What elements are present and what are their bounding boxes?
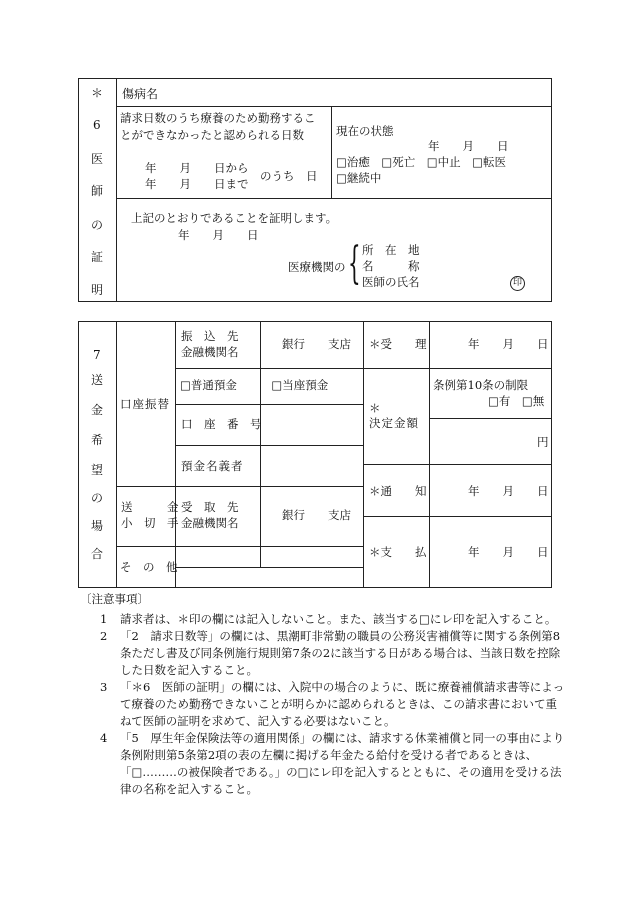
section7-subcol-divider: [260, 321, 261, 567]
seal-mark: 印: [510, 276, 525, 291]
section6-label-divider: [116, 78, 117, 302]
section7-right-divider: [363, 321, 364, 588]
note-text: 「5 厚生年金保険法等の適用関係」の欄には、請求する休業補償と同一の事由により条例附則第5条第2項の表の左欄に掲げる年金たる給付を受ける者であるときは、「□………の被保険者である。」の□にレ印を記入するとともに、その適用を受ける法律の名称を記入すること。: [120, 731, 565, 796]
section6-status-divider: [331, 106, 332, 198]
from-date: 年 月 日から: [145, 161, 249, 175]
notes-list: [98, 611, 568, 798]
note-text: 「＊6 医師の証明」の欄には、入院中の場合のように、既に療養補償請求書等によって療養のため勤務できないことが明らかに認められるときは、この請求書において重ねて医師の証明を求めて、記入する必要はないこと。: [120, 680, 565, 728]
account-holder-label: 預金名義者: [181, 459, 244, 473]
remit-label-line1: 送 金: [121, 500, 179, 514]
other-label: そ の 他: [120, 560, 178, 574]
status-label: 現在の状態: [336, 124, 394, 138]
note-item: [98, 611, 568, 628]
days-label-line2: とができなかったと認められる日数: [120, 128, 304, 142]
status-options-1: □治癒 □死亡 □中止 □転医: [336, 155, 506, 169]
section6-label-6: 証: [91, 250, 104, 264]
yen-unit: 円: [537, 435, 549, 449]
row-divider-notice: [363, 516, 552, 517]
ordinance-options: □有 □無: [488, 394, 545, 408]
row-divider-remit: [116, 546, 363, 547]
certify-date: 年 月 日: [178, 228, 259, 242]
section6-label-3: 医: [91, 152, 104, 166]
note-item: [98, 628, 568, 679]
name-label: 名 称: [362, 259, 420, 273]
note-item: [98, 730, 568, 798]
ordinance-label: 条例第10条の制限: [433, 378, 529, 392]
row-divider-ordinance: [429, 418, 552, 419]
note-text: 「2 請求日数等」の欄には、黒潮町非常勤の職員の公務災害補償等に関する条例第8条ただし書及び同条例施行規則第7条の2に該当する日がある場合は、当該日数を控除した日数を記入すること。: [120, 629, 561, 677]
receiver-label-line2: 金融機関名: [181, 516, 239, 530]
amount-label: 決定金額: [369, 416, 419, 430]
disease-name-label: 傷病名: [122, 87, 159, 101]
to-date: 年 月 日まで: [145, 177, 249, 191]
bank-branch: 銀行 支店: [282, 337, 351, 351]
section6-row-divider-1: [116, 106, 552, 107]
days-label-line1: 請求日数のうち療養のため勤務するこ: [120, 111, 316, 125]
section6-label-2: 6: [93, 118, 101, 132]
section6-row-divider-2: [116, 198, 552, 199]
payment-date: 年 月 日: [468, 545, 549, 559]
status-date: 年 月 日: [428, 139, 509, 153]
section6-label-1: ＊: [91, 86, 104, 100]
days-of-which: のうち 日: [260, 169, 318, 183]
bank-label-line2: 金融機関名: [181, 345, 239, 359]
row-divider-amount: [363, 464, 552, 465]
account-number-label: 口 座 番 号: [181, 417, 262, 431]
account-transfer-label: 口座振替: [120, 397, 170, 411]
section7-label-8: 合: [91, 547, 104, 561]
section7-label-3: 金: [91, 403, 104, 417]
institution-brace: {: [348, 238, 361, 289]
certify-text: 上記のとおりであることを証明します。: [131, 211, 338, 225]
section7-label-7: 場: [91, 519, 104, 533]
section6-label-7: 明: [91, 283, 104, 297]
amount-star: ＊: [369, 401, 381, 415]
section6-label-5: の: [91, 218, 104, 232]
remit-label-line2: 小 切 手: [121, 516, 179, 530]
bank-label-line1: 振 込 先: [181, 329, 239, 343]
receiver-branch: 銀行 支店: [282, 508, 351, 522]
payment-label: ＊支 払: [369, 545, 427, 559]
address-label: 所 在 地: [362, 243, 420, 257]
section7-label-1: 7: [93, 348, 101, 362]
section7-label-2: 送: [91, 373, 104, 387]
note-number: 2: [100, 629, 108, 643]
row-divider-account-number: [175, 445, 363, 446]
row-divider-receipt: [363, 368, 552, 369]
institution-prefix: 医療機関の: [288, 260, 346, 274]
row-divider-other: [175, 567, 363, 568]
note-text: 請求者は、＊印の欄には記入しないこと。また、該当する□にレ印を記入すること。: [120, 612, 557, 626]
deposit-types: □普通預金 □当座預金: [180, 378, 329, 392]
doctor-name-label: 医師の氏名: [362, 275, 420, 289]
section6-label-4: 師: [91, 184, 104, 198]
section7-label-5: 望: [91, 463, 104, 477]
row-divider-deposit: [175, 404, 363, 405]
section7-label-divider: [116, 321, 117, 588]
note-number: 3: [100, 680, 108, 694]
row-divider-bank: [175, 368, 363, 369]
row-divider-account-holder: [116, 486, 363, 487]
section7-method-divider: [175, 321, 176, 588]
receipt-date: 年 月 日: [468, 337, 549, 351]
notice-label: ＊通 知: [369, 484, 427, 498]
section7-right-inner-divider: [429, 321, 430, 588]
section7-label-6: の: [91, 491, 104, 505]
note-item: [98, 679, 568, 730]
notes-title: 〔注意事項〕: [80, 592, 149, 606]
receipt-label: ＊受 理: [369, 337, 427, 351]
note-number: 1: [100, 612, 108, 626]
status-options-2: □継続中: [336, 171, 382, 185]
notice-date: 年 月 日: [468, 484, 549, 498]
receiver-label-line1: 受 取 先: [181, 500, 239, 514]
section7-label-4: 希: [91, 433, 104, 447]
note-number: 4: [100, 731, 108, 745]
